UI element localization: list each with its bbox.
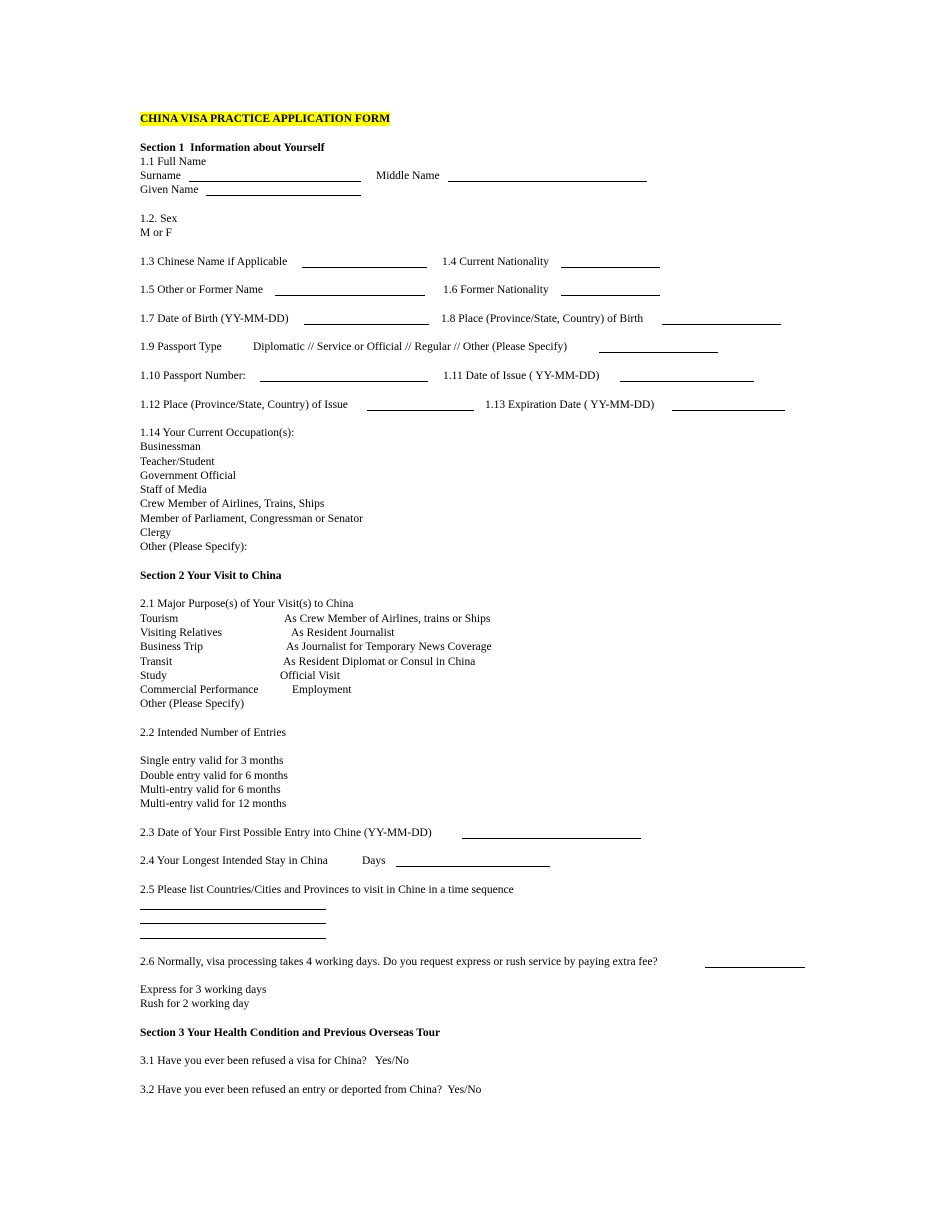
purpose-option[interactable]: Other (Please Specify)	[140, 698, 245, 710]
countries-label: 2.5 Please list Countries/Cities and Provinces to visit in Chine in a time sequence	[140, 884, 514, 896]
other-name-field[interactable]	[275, 285, 425, 296]
date-of-issue-field[interactable]	[620, 371, 754, 382]
current-nationality-label: 1.4 Current Nationality	[442, 256, 549, 268]
middle-name-label: Middle Name	[376, 170, 440, 182]
pob-field[interactable]	[662, 314, 781, 325]
date-of-issue-label: 1.11 Date of Issue ( YY-MM-DD)	[443, 370, 600, 382]
processing-field[interactable]	[705, 957, 805, 968]
surname-field[interactable]	[189, 171, 361, 182]
dob-label: 1.7 Date of Birth (YY-MM-DD)	[140, 313, 289, 325]
entry-option[interactable]: Double entry valid for 6 months	[140, 770, 288, 782]
sex-options[interactable]: M or F	[140, 227, 172, 239]
purpose-option[interactable]: As Journalist for Temporary News Coverage	[286, 641, 492, 653]
purpose-option[interactable]: As Resident Diplomat or Consul in China	[283, 656, 476, 668]
passport-number-field[interactable]	[260, 371, 428, 382]
chinese-name-label: 1.3 Chinese Name if Applicable	[140, 256, 288, 268]
given-name-label: Given Name	[140, 184, 199, 196]
section-3-heading: Section 3 Your Health Condition and Previous Overseas Tour	[140, 1027, 441, 1039]
entry-option[interactable]: Single entry valid for 3 months	[140, 755, 284, 767]
place-of-issue-field[interactable]	[367, 400, 474, 411]
countries-line-2[interactable]	[140, 913, 326, 924]
countries-line-3[interactable]	[140, 928, 326, 939]
occupation-option[interactable]: Clergy	[140, 527, 172, 539]
section-2-heading: Section 2 Your Visit to China	[140, 570, 282, 582]
section-1-heading: Section 1 Information about Yourself	[140, 142, 325, 154]
rush-option[interactable]: Rush for 2 working day	[140, 998, 250, 1010]
given-name-field[interactable]	[206, 185, 361, 196]
passport-type-other-field[interactable]	[599, 342, 718, 353]
surname-label: Surname	[140, 170, 181, 182]
occupation-heading: 1.14 Your Current Occupation(s):	[140, 427, 295, 439]
occupation-option[interactable]: Other (Please Specify):	[140, 541, 248, 553]
occupation-option[interactable]: Teacher/Student	[140, 456, 215, 468]
refused-entry-question: 3.2 Have you ever been refused an entry or deported from China? Yes/No	[140, 1084, 482, 1096]
purpose-option[interactable]: Official Visit	[280, 670, 340, 682]
days-label: Days	[362, 855, 386, 867]
purpose-option[interactable]: Visiting Relatives	[140, 627, 223, 639]
purpose-option[interactable]: Business Trip	[140, 641, 203, 653]
first-entry-label: 2.3 Date of Your First Possible Entry into Chine (YY-MM-DD)	[140, 827, 432, 839]
countries-line-1[interactable]	[140, 899, 326, 910]
expiration-date-field[interactable]	[672, 400, 785, 411]
passport-type-options[interactable]: Diplomatic // Service or Official // Regular // Other (Please Specify)	[253, 341, 568, 353]
refused-visa-question: 3.1 Have you ever been refused a visa for China? Yes/No	[140, 1055, 409, 1067]
full-name-label: 1.1 Full Name	[140, 156, 207, 168]
purpose-option[interactable]: As Resident Journalist	[291, 627, 395, 639]
former-nationality-field[interactable]	[561, 285, 660, 296]
occupation-option[interactable]: Crew Member of Airlines, Trains, Ships	[140, 498, 325, 510]
purpose-option[interactable]: Study	[140, 670, 167, 682]
longest-stay-field[interactable]	[396, 856, 550, 867]
pob-label: 1.8 Place (Province/State, Country) of Birth	[441, 313, 644, 325]
purpose-heading: 2.1 Major Purpose(s) of Your Visit(s) to China	[140, 598, 354, 610]
occupation-option[interactable]: Government Official	[140, 470, 236, 482]
occupation-option[interactable]: Staff of Media	[140, 484, 207, 496]
expiration-date-label: 1.13 Expiration Date ( YY-MM-DD)	[485, 399, 655, 411]
processing-label: 2.6 Normally, visa processing takes 4 working days. Do you request express or rush service by paying extra fee?	[140, 956, 658, 968]
purpose-option[interactable]: As Crew Member of Airlines, trains or Ships	[284, 613, 491, 625]
entry-option[interactable]: Multi-entry valid for 12 months	[140, 798, 287, 810]
dob-field[interactable]	[304, 314, 429, 325]
purpose-option[interactable]: Tourism	[140, 613, 179, 625]
sex-label: 1.2. Sex	[140, 213, 178, 225]
entries-heading: 2.2 Intended Number of Entries	[140, 727, 286, 739]
express-option[interactable]: Express for 3 working days	[140, 984, 267, 996]
purpose-option[interactable]: Transit	[140, 656, 173, 668]
chinese-name-field[interactable]	[302, 257, 427, 268]
passport-type-label: 1.9 Passport Type	[140, 341, 222, 353]
purpose-option[interactable]: Commercial Performance	[140, 684, 259, 696]
first-entry-field[interactable]	[462, 828, 641, 839]
place-of-issue-label: 1.12 Place (Province/State, Country) of Issue	[140, 399, 348, 411]
middle-name-field[interactable]	[448, 171, 647, 182]
occupation-option[interactable]: Businessman	[140, 441, 201, 453]
passport-number-label: 1.10 Passport Number:	[140, 370, 246, 382]
current-nationality-field[interactable]	[561, 257, 660, 268]
entry-option[interactable]: Multi-entry valid for 6 months	[140, 784, 281, 796]
form-title: CHINA VISA PRACTICE APPLICATION FORM	[140, 113, 391, 125]
occupation-option[interactable]: Member of Parliament, Congressman or Senator	[140, 513, 363, 525]
former-nationality-label: 1.6 Former Nationality	[443, 284, 549, 296]
longest-stay-label: 2.4 Your Longest Intended Stay in China	[140, 855, 328, 867]
purpose-option[interactable]: Employment	[292, 684, 352, 696]
other-name-label: 1.5 Other or Former Name	[140, 284, 263, 296]
